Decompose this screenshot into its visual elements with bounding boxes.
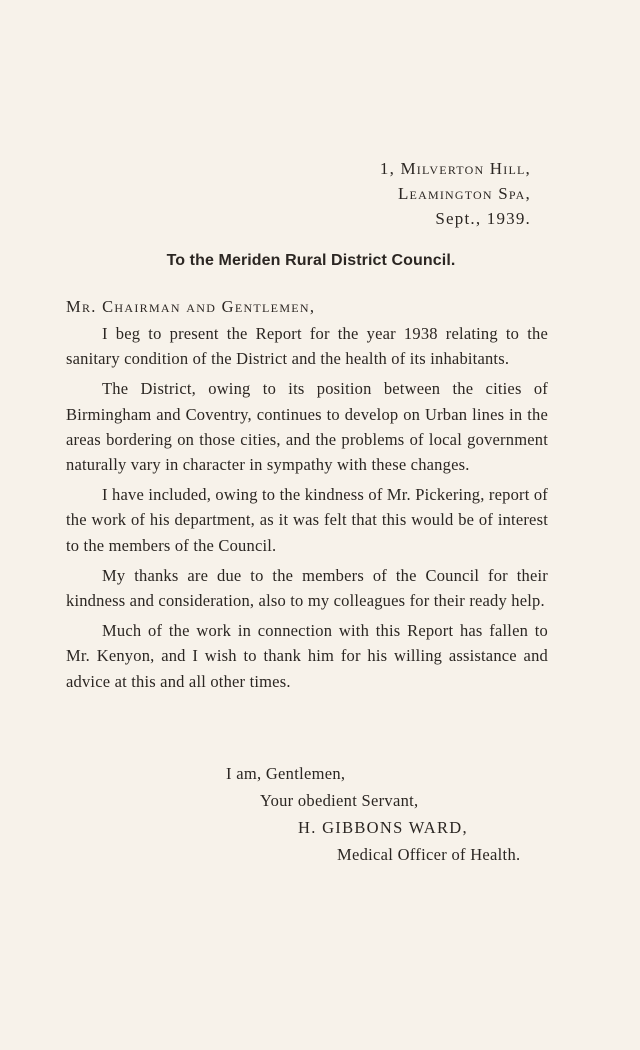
signature-name: H. GIBBONS WARD, [298, 818, 468, 837]
closing-servant: Your obedient Servant, [260, 791, 419, 810]
salutation: Mr. Chairman and Gentlemen, [66, 297, 316, 316]
body-paragraph: Much of the work in connection with this Report has fallen to Mr. Kenyon, and I wish to thank him for his willing assistance and advice at this and all other times. [66, 621, 548, 691]
body-paragraph: I beg to present the Report for the year 1938 relating to the sanitary condition of the District and the health of its inhabitants. [66, 324, 548, 369]
body-paragraph: My thanks are due to the members of the Council for their kindness and consideration, also to my colleagues for their ready help. [66, 565, 548, 611]
sender-address [380, 156, 531, 231]
addressee-heading: To the Meriden Rural District Council. [166, 252, 456, 269]
address-town: Leamington Spa, [397, 184, 531, 203]
body-paragraph: The District, owing to its position between the cities of Birmingham and Coventry, continues to develop on Urban lines in the areas bordering on those cities, and the problems of local government naturally vary in character in sympathy with these changes. [66, 379, 548, 475]
closing-greeting: I am, Gentlemen, [226, 764, 346, 783]
address-street: 1, Milverton Hill, [379, 159, 531, 178]
letter-date: Sept., 1939. [435, 209, 531, 228]
body-paragraph: I have included, owing to the kindness of Mr. Pickering, report of the work of his department, as it was felt that this would be of interest to the members of the Council. [66, 485, 548, 555]
letter-body [66, 321, 548, 699]
signature-title: Medical Officer of Health. [337, 845, 521, 864]
